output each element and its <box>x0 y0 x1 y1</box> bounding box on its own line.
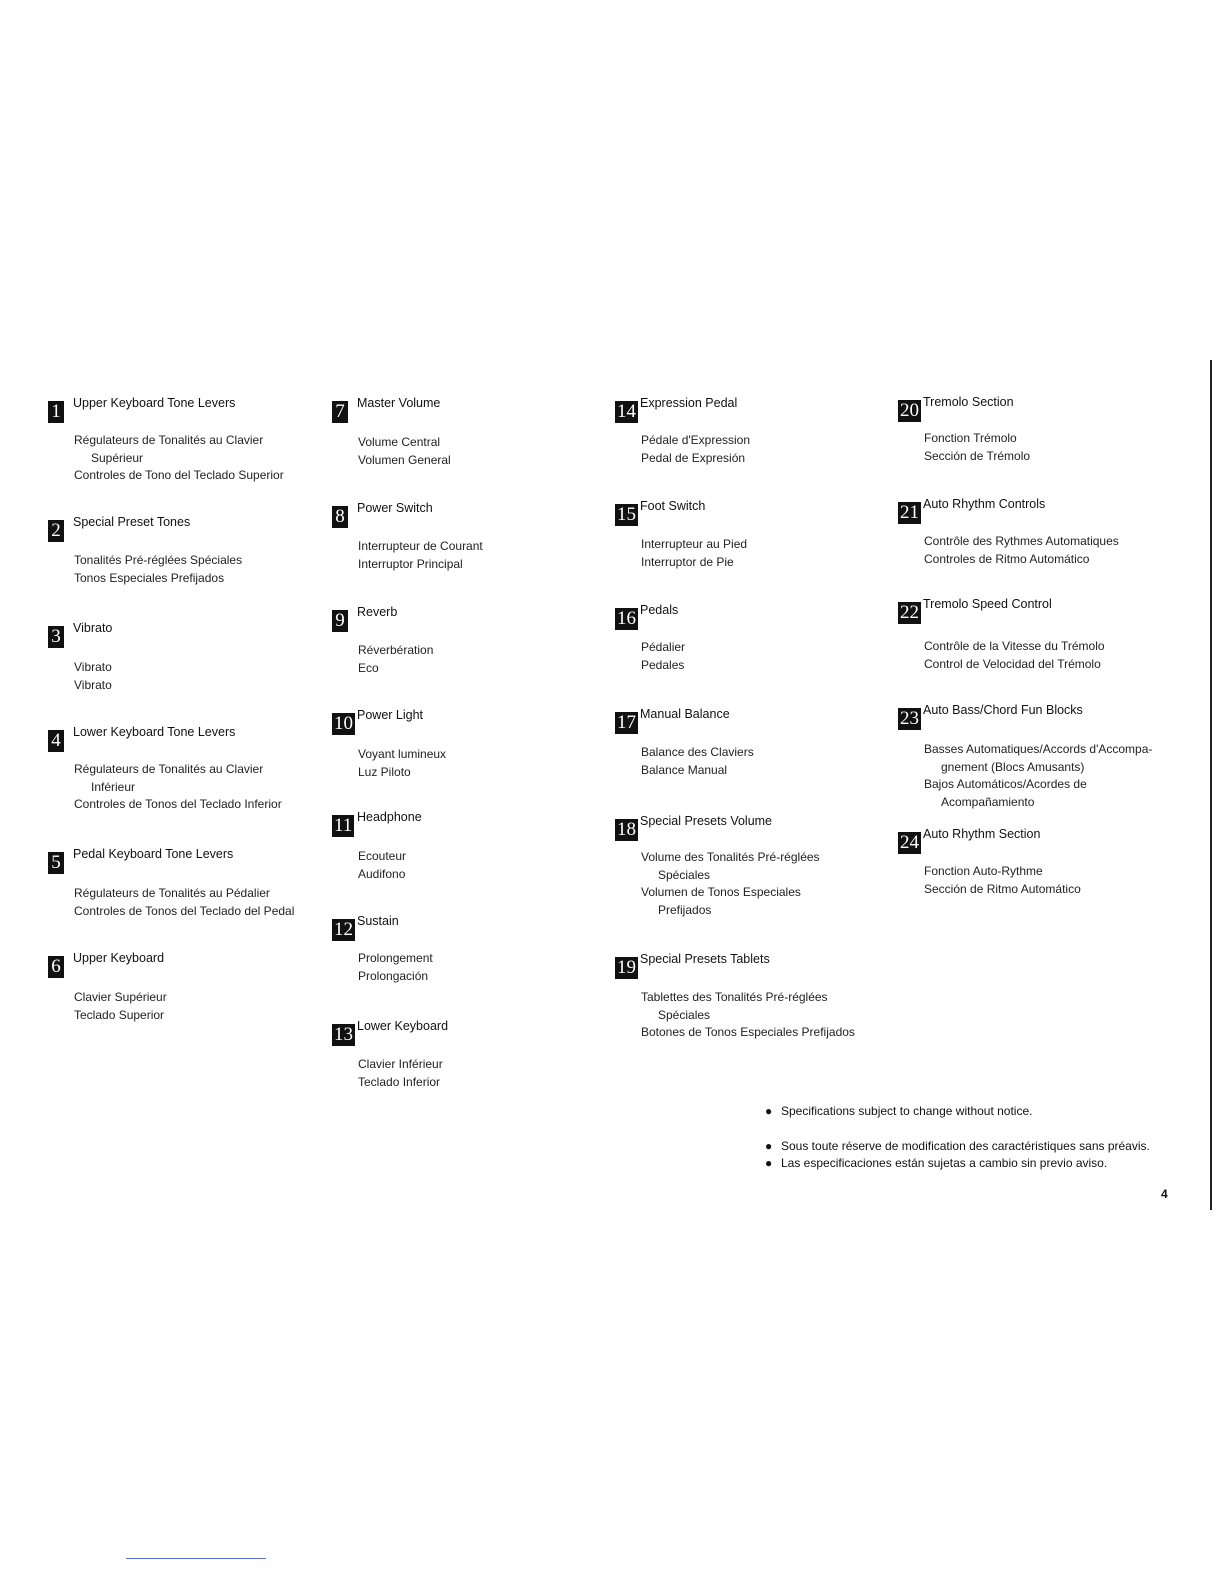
translation-line: Sección de Ritmo Automático <box>924 881 1081 896</box>
page-number: 4 <box>1161 1187 1168 1201</box>
entry-translations <box>358 642 433 677</box>
entry-translations <box>641 536 747 571</box>
translation-line: Bajos Automáticos/Acordes de <box>924 777 1087 791</box>
translation-line: Spéciales <box>658 1007 711 1022</box>
translation-line: Interruptor de Pie <box>641 554 734 569</box>
entry-title: Vibrato <box>73 621 113 635</box>
translation-line: Ecouteur <box>358 849 407 863</box>
entry-title: Expression Pedal <box>640 396 738 410</box>
entry-number-badge: 15 <box>617 504 636 525</box>
translation-line: Luz Piloto <box>358 764 411 779</box>
translation-line: Volume Central <box>358 435 441 449</box>
entry-title: Manual Balance <box>640 707 730 721</box>
entry-translations <box>74 552 242 587</box>
entry-translations <box>358 950 433 985</box>
entry-number-badge: 8 <box>332 506 348 528</box>
translation-line: Tonos Especiales Prefijados <box>74 570 225 585</box>
translation-line: Sección de Trémolo <box>924 448 1031 463</box>
entry-number-badge: 21 <box>900 502 919 523</box>
entry-title: Lower Keyboard Tone Levers <box>73 725 236 739</box>
entry-translations <box>924 741 1152 811</box>
translation-line: Clavier Supérieur <box>74 990 167 1004</box>
translation-line: Pedal de Expresión <box>641 450 746 465</box>
note-french <box>765 1139 1150 1153</box>
entry-title: Auto Rhythm Section <box>923 827 1041 841</box>
translation-line: Vibrato <box>74 660 112 674</box>
translation-line: Basses Automatiques/Accords d'Accompa- <box>924 742 1153 756</box>
translation-line: Spéciales <box>658 867 711 882</box>
entry-number-badge: 16 <box>617 608 636 629</box>
entry-number-badge: 20 <box>900 400 919 421</box>
entry-translations <box>641 849 820 919</box>
translation-line: Prefijados <box>658 902 712 917</box>
translation-line: Interrupteur de Courant <box>358 539 483 553</box>
translation-line: Régulateurs de Tonalités au Pédalier <box>74 886 270 900</box>
translation-line: Fonction Auto-Rythme <box>924 864 1043 878</box>
entry-title: Tremolo Section <box>923 395 1014 409</box>
translation-line: Tablettes des Tonalités Pré-réglées <box>641 990 828 1004</box>
translation-line: Volumen General <box>358 452 451 467</box>
entry-translations <box>358 848 406 883</box>
translation-line: Teclado Inferior <box>358 1074 441 1089</box>
translation-line: Controles de Tonos del Teclado Inferior <box>74 797 282 811</box>
entry-translations <box>924 863 1081 898</box>
translation-line: Fonction Trémolo <box>924 431 1017 445</box>
entry-title: Master Volume <box>357 396 441 410</box>
translation-line: Acompañamiento <box>941 794 1035 809</box>
entry-number-badge: 7 <box>332 401 348 423</box>
translation-line: Prolongación <box>358 968 429 983</box>
entry-translations <box>358 1056 443 1091</box>
entry-number-badge: 23 <box>900 708 919 729</box>
translation-line: Controles de Tono del Teclado Superior <box>74 468 284 482</box>
entry-title: Pedals <box>640 603 679 617</box>
translation-line: Eco <box>358 660 379 675</box>
note-text: Specifications subject to change without notice. <box>781 1104 1033 1118</box>
note-text: Las especificaciones están sujetas a cambio sin previo aviso. <box>781 1156 1108 1170</box>
entry-number-badge: 17 <box>617 712 636 733</box>
entry-translations <box>74 432 284 485</box>
translation-line: Interrupteur au Pied <box>641 537 748 551</box>
entry-title: Auto Rhythm Controls <box>923 497 1046 511</box>
entry-number-badge: 4 <box>48 730 64 752</box>
translation-line: Supérieur <box>91 450 144 465</box>
translation-line: Balance des Claviers <box>641 745 754 759</box>
entry-number-badge: 5 <box>48 852 64 874</box>
entry-translations <box>74 989 167 1024</box>
translation-line: Pédalier <box>641 640 686 654</box>
translation-line: Inférieur <box>91 779 136 794</box>
entry-title: Special Presets Volume <box>640 814 773 828</box>
translation-line: Audifono <box>358 866 406 881</box>
translation-line: Balance Manual <box>641 762 728 777</box>
entry-translations <box>924 638 1105 673</box>
entry-translations <box>74 885 294 920</box>
entry-translations <box>641 639 685 674</box>
bullet-icon: ● <box>765 1156 773 1170</box>
entry-translations <box>74 761 282 814</box>
translation-line: Pedales <box>641 657 685 672</box>
translation-line: Prolongement <box>358 951 433 965</box>
translation-line: Volume des Tonalités Pré-réglées <box>641 850 820 864</box>
entry-number-badge: 14 <box>617 401 636 422</box>
translation-line: Réverbération <box>358 643 434 657</box>
entry-number-badge: 12 <box>334 919 353 940</box>
entry-translations <box>641 744 754 779</box>
translation-line: Voyant lumineux <box>358 747 447 761</box>
entry-title: Sustain <box>357 914 399 928</box>
entry-title: Special Preset Tones <box>73 515 191 529</box>
entry-title: Tremolo Speed Control <box>923 597 1052 611</box>
translation-line: Régulateurs de Tonalités au Clavier <box>74 433 264 447</box>
entry-number-badge: 22 <box>900 602 919 623</box>
entry-title: Lower Keyboard <box>357 1019 449 1033</box>
entry-translations <box>641 432 750 467</box>
entry-translations <box>358 434 451 469</box>
entry-number-badge: 9 <box>332 610 348 632</box>
entry-title: Upper Keyboard Tone Levers <box>73 396 236 410</box>
entry-number-badge: 18 <box>617 819 636 840</box>
entry-number-badge: 2 <box>48 520 64 542</box>
entry-title: Reverb <box>357 605 398 619</box>
translation-line: Contrôle des Rythmes Automatiques <box>924 534 1119 548</box>
entry-number-badge: 10 <box>334 713 353 734</box>
page-edge-line <box>1210 360 1212 1210</box>
translation-line: Botones de Tonos Especiales Prefijados <box>641 1025 855 1039</box>
entry-title: Upper Keyboard <box>73 951 165 965</box>
translation-line: Vibrato <box>74 677 112 692</box>
entry-title: Pedal Keyboard Tone Levers <box>73 847 234 861</box>
translation-line: Controles de Tonos del Teclado del Pedal <box>74 903 295 918</box>
entry-number-badge: 24 <box>900 832 919 853</box>
entry-number-badge: 3 <box>48 626 64 648</box>
entry-translations <box>74 659 112 694</box>
entry-translations <box>924 430 1030 465</box>
translation-line: Contrôle de la Vitesse du Trémolo <box>924 639 1105 653</box>
entry-translations <box>924 533 1119 568</box>
translation-line: Clavier Inférieur <box>358 1057 443 1071</box>
translation-line: gnement (Blocs Amusants) <box>941 759 1085 774</box>
entry-translations <box>358 746 446 781</box>
entry-number-badge: 6 <box>48 956 64 978</box>
entry-title: Auto Bass/Chord Fun Blocks <box>923 703 1083 717</box>
translation-line: Volumen de Tonos Especiales <box>641 885 801 899</box>
translation-line: Interruptor Principal <box>358 556 463 571</box>
bullet-icon: ● <box>765 1139 773 1153</box>
translation-line: Control de Velocidad del Trémolo <box>924 656 1101 671</box>
note-spanish <box>765 1156 1107 1170</box>
translation-line: Régulateurs de Tonalités au Clavier <box>74 762 264 776</box>
translation-line: Controles de Ritmo Automático <box>924 551 1090 566</box>
translation-line: Teclado Superior <box>74 1007 165 1022</box>
entry-number-badge: 13 <box>334 1024 353 1045</box>
bullet-icon: ● <box>765 1104 773 1118</box>
entry-translations <box>641 989 855 1042</box>
entry-number-badge: 19 <box>617 957 636 978</box>
entry-title: Headphone <box>357 810 422 824</box>
entry-title: Foot Switch <box>640 499 706 513</box>
entry-translations <box>358 538 483 573</box>
footer-link-underline <box>126 1558 266 1559</box>
note-text: Sous toute réserve de modification des caractéristiques sans préavis. <box>781 1139 1150 1153</box>
translation-line: Pédale d'Expression <box>641 433 751 447</box>
translation-line: Tonalités Pré-réglées Spéciales <box>74 553 243 567</box>
entry-number-badge: 11 <box>334 815 353 836</box>
entry-title: Special Presets Tablets <box>640 952 770 966</box>
entry-number-badge: 1 <box>48 401 64 423</box>
entry-title: Power Switch <box>357 501 433 515</box>
note-english <box>765 1104 1032 1118</box>
entry-title: Power Light <box>357 708 424 722</box>
